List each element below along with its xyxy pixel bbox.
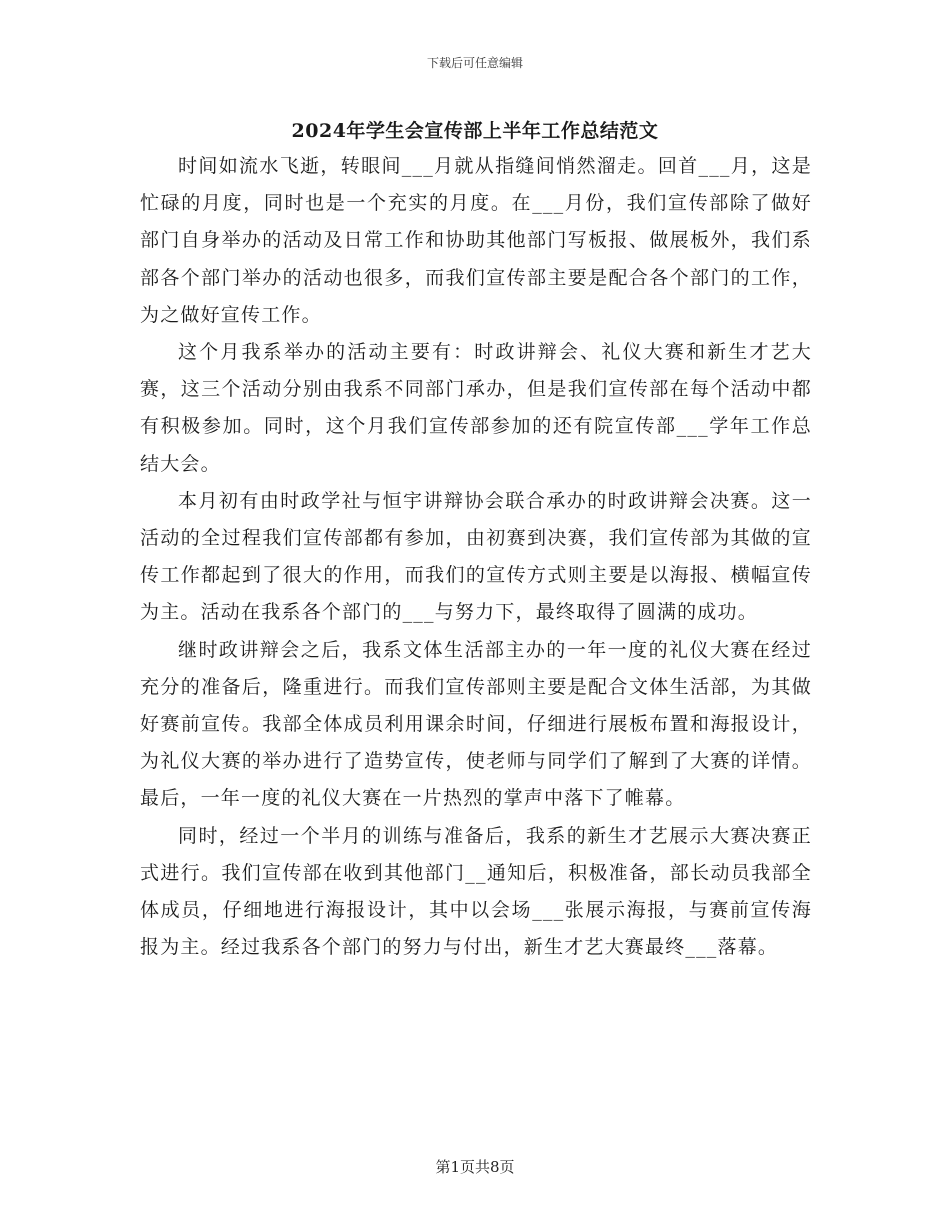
page-footer-page-number: 第1页共8页 bbox=[435, 1158, 515, 1176]
page-header-note: 下载后可任意编辑 bbox=[426, 56, 523, 70]
paragraph-3: 本月初有由时政学社与恒宇讲辩协会联合承办的时政讲辩会决赛。这一活动的全过程我们宣传部都有参加，由初赛到决赛，我们宣传部为其做的宣传工作都起到了很大的作用，而我们的宣传方式则主要是以海报、横幅宣传为主。活动在我系各个部门的___与努力下，最终取得了圆满的成功。 bbox=[140, 489, 812, 624]
paragraph-1: 时间如流水飞逝，转眼间___月就从指缝间悄然溜走。回首___月，这是忙碌的月度，同时也是一个充实的月度。在___月份，我们宣传部除了做好部门自身举办的活动及日常工作和协助其他部门写板报、做展板外，我们系部各个部门举办的活动也很多，而我们宣传部主要是配合各个部门的工作，为之做好宣传工作。 bbox=[140, 155, 812, 326]
paragraph-2: 这个月我系举办的活动主要有：时政讲辩会、礼仪大赛和新生才艺大赛，这三个活动分别由我系不同部门承办，但是我们宣传部在每个活动中都有积极参加。同时，这个月我们宣传部参加的还有院宣传部___学年工作总结大会。 bbox=[140, 341, 812, 475]
paragraph-4: 继时政讲辩会之后，我系文体生活部主办的一年一度的礼仪大赛在经过充分的准备后，隆重进行。而我们宣传部则主要是配合文体生活部，为其做好赛前宣传。我部全体成员利用课余时间，仔细进行展板布置和海报设计，为礼仪大赛的举办进行了造势宣传，使老师与同学们了解到了大赛的详情。最后，一年一度的礼仪大赛在一片热烈的掌声中落下了帷幕。 bbox=[140, 638, 812, 810]
document-body bbox=[140, 148, 812, 966]
paragraph-5: 同时，经过一个半月的训练与准备后，我系的新生才艺展示大赛决赛正式进行。我们宣传部在收到其他部门__通知后，积极准备，部长动员我部全体成员，仔细地进行海报设计，其中以会场___张展示海报，与赛前宣传海报为主。经过我系各个部门的努力与付出，新生才艺大赛最终___落幕。 bbox=[140, 824, 812, 959]
document-title: 2024年学生会宣传部上半年工作总结范文 bbox=[291, 120, 659, 142]
